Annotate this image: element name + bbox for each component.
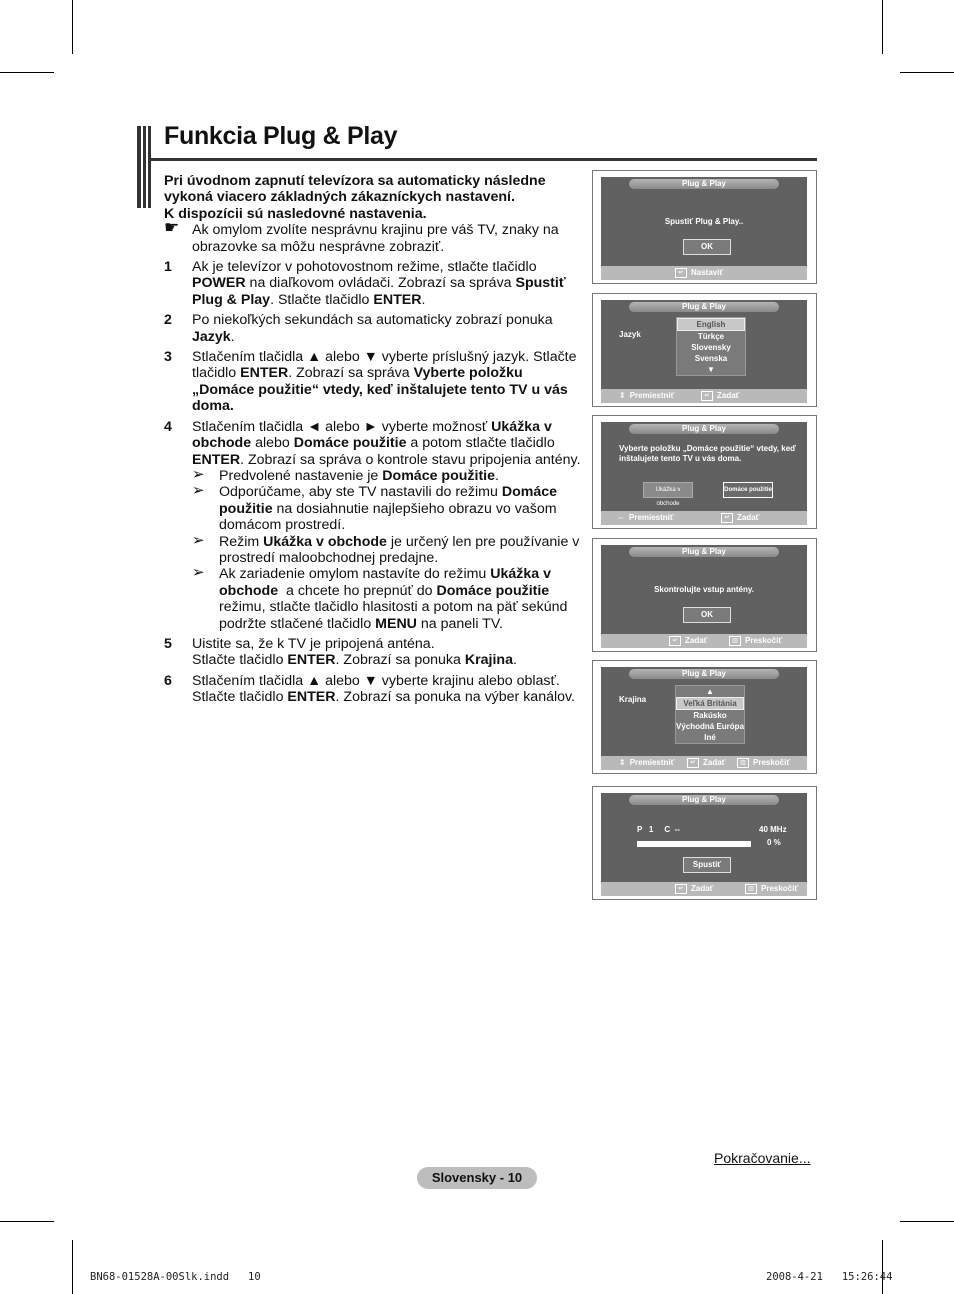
step-note: ➢ Ak zariadenie omylom nastavíte do režimu Ukážka v obchode a chcete ho prepnúť do Domáce použitie režimu, stlačte tlačidlo hlasitosti a potom na päť sekúnd podržte stlačené tlačidlo MENU na paneli TV. — [192, 564, 568, 632]
skip-icon: ▥ — [737, 758, 749, 768]
osd-screen-antenna — [592, 538, 817, 652]
osd-message: Spustiť Plug & Play.. — [664, 217, 744, 226]
footer-label: Preskočiť — [761, 884, 799, 893]
step-note: ➢ Režim Ukážka v obchode je určený len pre používanie v prostredí maloobchodnej predajne. — [192, 531, 580, 566]
progress-percent: 0 % — [767, 838, 781, 847]
step-number: 6 — [164, 672, 172, 689]
intro-line: K dispozícii sú nasledovné nastavenia. — [164, 205, 427, 222]
instructions — [164, 173, 584, 710]
scroll-up-icon[interactable]: ▲ — [706, 687, 714, 696]
crop-mark — [72, 0, 73, 54]
osd-screen-start — [592, 170, 817, 284]
skip-icon: ▥ — [729, 636, 741, 646]
list-item-selected[interactable]: English — [677, 318, 745, 331]
footer-label: Preskočiť — [753, 758, 791, 767]
arrow-icon: ➢ — [192, 531, 205, 549]
osd-footer — [601, 389, 807, 403]
list-item[interactable]: Rakúsko — [693, 711, 727, 720]
osd-screen-country — [592, 660, 817, 774]
page-number-badge: Slovensky - 10 — [417, 1167, 537, 1189]
osd-label: Krajina — [619, 695, 647, 704]
store-demo-button[interactable]: Ukážka v obchode — [643, 482, 693, 498]
intro-line: vykoná viacero základných zákazníckych nastavení. — [164, 189, 515, 206]
enter-icon: ↵ — [675, 268, 687, 278]
enter-icon: ↵ — [701, 391, 713, 401]
footer-label: Premiestniť — [629, 758, 675, 767]
osd-footer — [601, 634, 807, 648]
step-number: 1 — [164, 259, 172, 276]
list-item[interactable]: Iné — [704, 733, 716, 742]
osd-screen-autostore — [592, 786, 817, 900]
frequency-readout: 40 MHz — [759, 825, 787, 834]
tv-screen — [601, 177, 807, 280]
tv-screen — [601, 300, 807, 403]
step-4 — [164, 419, 584, 632]
crop-mark — [882, 1240, 883, 1294]
step-text: Po niekoľkých sekundách sa automaticky zobrazí ponuka Jazyk. — [192, 312, 553, 345]
step-1 — [164, 259, 584, 308]
enter-icon: ↵ — [721, 513, 733, 523]
step-text: Stlačením tlačidla ▲ alebo ▼ vyberte krajinu alebo oblasť. Stlačte tlačidlo ENTER. Zobrazí sa ponuka na výber kanálov. — [192, 672, 575, 706]
language-list — [676, 317, 746, 376]
arrow-icon: ➢ — [192, 465, 205, 483]
channel-readout: P 1 C -- — [637, 825, 680, 834]
skip-icon: ▥ — [745, 884, 757, 894]
list-item[interactable]: Türkçe — [697, 332, 725, 341]
tv-screen — [601, 793, 807, 896]
leftright-icon: ⇔ — [617, 513, 625, 522]
osd-message: Vyberte položku „Domáce použitie“ vtedy, keď inštalujete tento TV u vás doma. — [619, 444, 796, 463]
osd-footer — [601, 756, 807, 770]
osd-title: Plug & Play — [629, 669, 779, 679]
step-text: Stlačením tlačidla ◄ alebo ► vyberte možnosť Ukážka v obchode alebo Domáce použitie a potom stlačte tlačidlo ENTER. Zobrazí sa správa o kontrole stavu pripojenia antény. — [192, 418, 581, 468]
note-text: Ak omylom zvolíte nesprávnu krajinu pre váš TV, znaky na obrazovke sa môžu nesprávne zobraziť. — [192, 222, 559, 255]
step-text: Ak je televízor v pohotovostnom režime, stlačte tlačidlo POWER na diaľkovom ovládači. Zobrazí sa správa Spustiť Plug & Play. Stlačte tlačidlo ENTER. — [192, 259, 566, 308]
osd-title: Plug & Play — [629, 302, 779, 312]
home-use-button[interactable]: Domáce použitie — [723, 482, 773, 498]
arrow-icon: ➢ — [192, 482, 205, 500]
imprint-file: BN68-01528A-00Slk.indd 10 — [90, 1271, 261, 1283]
arrow-icon: ➢ — [192, 564, 205, 582]
step-note: ➢ Odporúčame, aby ste TV nastavili do režimu Domáce použitie na dosiahnutie najlepšieho obrazu vo vašom domácom prostredí. — [192, 482, 558, 534]
osd-title: Plug & Play — [629, 795, 779, 805]
footer-label: Nastaviť — [691, 268, 724, 277]
osd-footer — [601, 882, 807, 896]
footer-label: Premiestniť — [629, 513, 674, 522]
list-item[interactable]: Východná Európa — [676, 722, 745, 731]
updown-icon: ⇕ — [619, 391, 626, 400]
osd-message: Skontrolujte vstup antény. — [654, 585, 754, 594]
list-item-selected[interactable]: Veľká Británia — [676, 697, 744, 710]
step-3 — [164, 349, 584, 415]
footer-label: Zadať — [703, 758, 726, 767]
crop-mark — [900, 1221, 954, 1222]
enter-icon: ↵ — [675, 884, 687, 894]
step-text: Stlačením tlačidla ▲ alebo ▼ vyberte príslušný jazyk. Stlačte tlačidlo ENTER. Zobrazí sa správa Vyberte položku „Domáce použitie“ vtedy, keď inštalujete tento TV u vás doma. — [192, 349, 577, 415]
osd-title: Plug & Play — [629, 547, 779, 557]
enter-icon: ↵ — [687, 758, 699, 768]
osd-title: Plug & Play — [629, 424, 779, 434]
footer-label: Zadať — [737, 513, 760, 522]
footer-label: Zadať — [691, 884, 714, 893]
ok-button[interactable]: OK — [683, 607, 731, 623]
step-number: 3 — [164, 349, 172, 366]
title-divider — [150, 158, 817, 161]
step-number: 2 — [164, 312, 172, 329]
step-number: 5 — [164, 635, 172, 652]
step-5 — [164, 636, 584, 669]
crop-mark — [0, 1221, 54, 1222]
enter-icon: ↵ — [669, 636, 681, 646]
list-item[interactable]: Svenska — [694, 354, 728, 363]
tv-screen — [601, 422, 807, 525]
footer-label: Preskočiť — [745, 636, 783, 645]
page-title: Funkcia Plug & Play — [164, 122, 398, 150]
osd-screen-language — [592, 293, 817, 407]
osd-footer — [601, 266, 807, 280]
list-item[interactable]: Slovensky — [691, 343, 731, 352]
step-number: 4 — [164, 418, 172, 435]
scroll-down-icon[interactable]: ▼ — [707, 365, 715, 374]
osd-screen-mode — [592, 415, 817, 529]
tv-screen — [601, 667, 807, 770]
footer-label: Zadať — [685, 636, 708, 645]
tv-screen — [601, 545, 807, 648]
start-button[interactable]: Spustiť — [683, 857, 731, 873]
crop-mark — [72, 1240, 73, 1294]
step-6 — [164, 673, 584, 706]
country-list — [675, 685, 745, 744]
ok-button[interactable]: OK — [683, 239, 731, 255]
crop-mark — [882, 0, 883, 54]
progress-bar — [637, 841, 751, 847]
note — [164, 218, 584, 255]
crop-mark — [0, 72, 54, 73]
updown-icon: ⇕ — [619, 758, 626, 767]
imprint-date: 2008-4-21 15:26:44 — [766, 1271, 893, 1283]
pointing-hand-icon: ☛ — [164, 218, 180, 238]
footer-label: Zadať — [717, 391, 740, 400]
step-note: ➢ Predvolené nastavenie je Domáce použitie. — [192, 465, 499, 484]
continued-note: Pokračovanie... — [714, 1150, 811, 1166]
intro-line: Pri úvodnom zapnutí televízora sa automaticky následne — [164, 173, 546, 189]
step-2 — [164, 312, 584, 345]
osd-label: Jazyk — [619, 330, 641, 339]
osd-title: Plug & Play — [629, 179, 779, 189]
osd-footer — [601, 511, 807, 525]
footer-label: Premiestniť — [629, 391, 675, 400]
crop-mark — [900, 72, 954, 73]
step-text: Uistite sa, že k TV je pripojená anténa. Stlačte tlačidlo ENTER. Zobrazí sa ponuka Krajina. — [192, 635, 517, 669]
